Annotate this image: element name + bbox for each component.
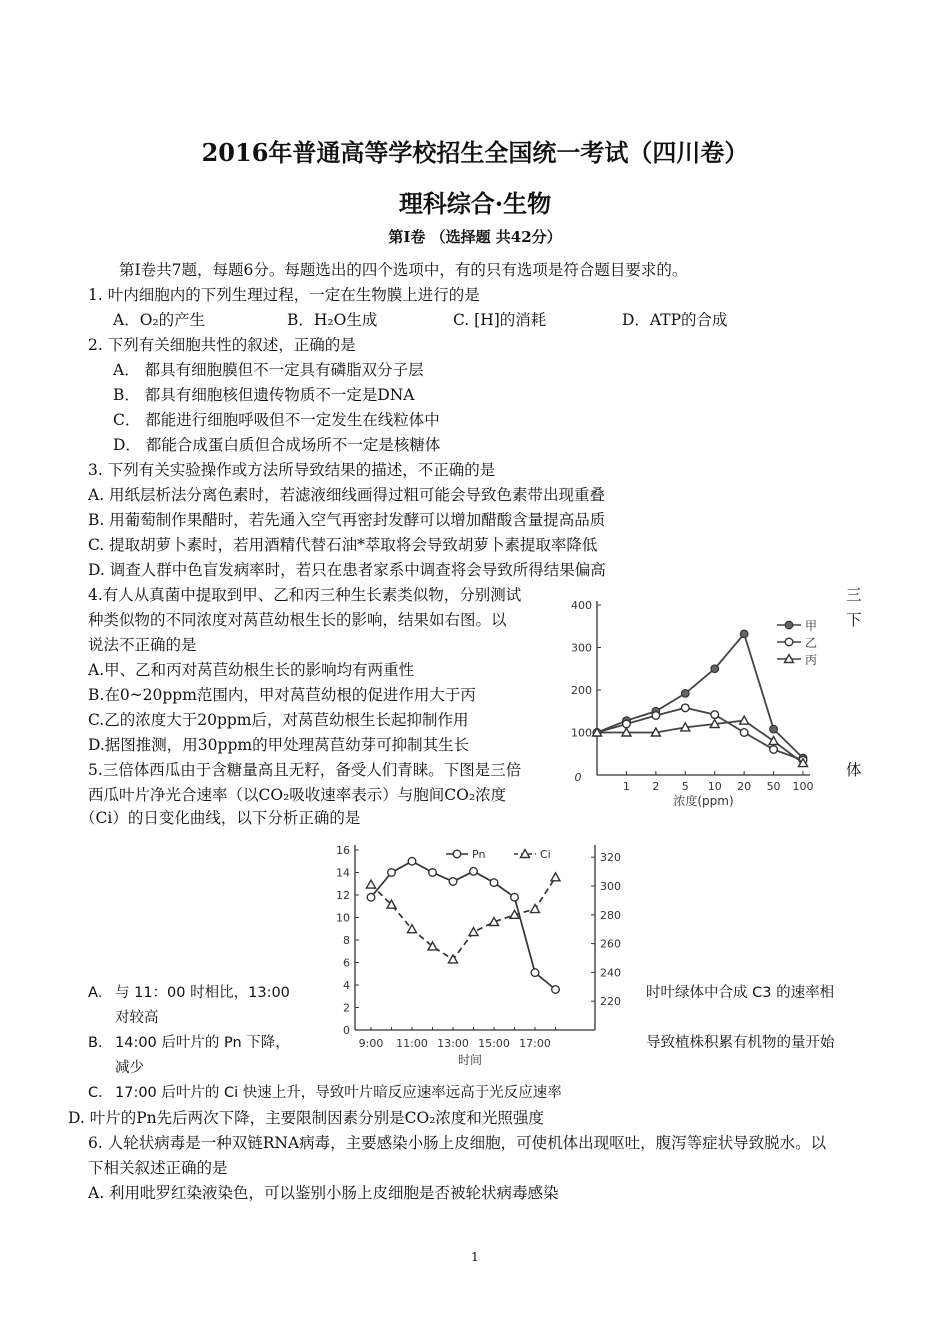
series-point-Ci-4 bbox=[449, 955, 458, 963]
q5-stem-line3: （Ci）的日变化曲线，以下分析正确的是 bbox=[80, 809, 361, 827]
x-axis-label: 浓度(ppm) bbox=[673, 794, 734, 808]
exam-title: 2016年普通高等学校招生全国统一考试（四川卷） bbox=[201, 138, 749, 167]
legend-label-Ci: Ci bbox=[540, 848, 551, 861]
q2-option-a: A． 都具有细胞膜但不一定具有磷脂双分子层 bbox=[113, 361, 424, 379]
q5-option-c-text: 17:00 后叶片的 Ci 快速上升，导致叶片暗反应速率远高于光反应速率 bbox=[115, 1085, 562, 1101]
q4-stem-line2-end: 下 bbox=[846, 611, 862, 629]
q5-option-b-right: 导致植株积累有机物的量开始 bbox=[646, 1035, 835, 1051]
q1-option-c: C. [H]的消耗 bbox=[453, 311, 547, 329]
q5-option-c-label: C． bbox=[88, 1085, 113, 1101]
q2-option-c: C． 都能进行细胞呼吸但不一定发生在线粒体中 bbox=[113, 411, 440, 429]
series-point-Pn-4 bbox=[449, 878, 457, 886]
x-tick-label-5: 5 bbox=[681, 780, 689, 793]
q5-option-a-left: 与 11：00 时相比，13:00 bbox=[115, 985, 290, 1001]
q4-stem-line1: 4.有人从真菌中提取到甲、乙和丙三种生长素类似物，分别测试 bbox=[88, 586, 522, 604]
series-point-乙-2 bbox=[652, 712, 660, 720]
left-y-tick-label-0: 0 bbox=[343, 1024, 350, 1037]
q4-stem-line2: 种类似物的不同浓度对莴苣幼根生长的影响，结果如右图。以 bbox=[88, 611, 507, 629]
series-point-Ci-2 bbox=[408, 925, 417, 933]
page-number: 1 bbox=[471, 1250, 479, 1264]
q3-option-b: B. 用葡萄制作果醋时，若先通入空气再密封发酵可以增加醋酸含量提高品质 bbox=[88, 511, 606, 529]
q1-option-d: D．ATP的合成 bbox=[622, 311, 728, 329]
left-y-tick-label-16: 16 bbox=[336, 844, 350, 857]
series-point-Ci-0 bbox=[367, 880, 376, 888]
q5-option-a-label: A． bbox=[88, 985, 113, 1001]
x-tick-label-17:00: 17:00 bbox=[519, 1037, 551, 1050]
legend-marker-甲 bbox=[785, 621, 793, 629]
series-point-Pn-8 bbox=[531, 969, 539, 977]
q1-option-b: B．H₂O生成 bbox=[287, 311, 378, 329]
section-intro: 第Ⅰ卷共7题，每题6分。每题选出的四个选项中，有的只有选项是符合题目要求的。 bbox=[119, 261, 688, 279]
series-point-Pn-7 bbox=[511, 893, 519, 901]
q4-option-d: D.据图推测，用30ppm的甲处理莴苣幼芽可抑制其生长 bbox=[88, 736, 470, 754]
q5-option-b-left: 14:00 后叶片的 Pn 下降， bbox=[115, 1035, 290, 1051]
x-tick-label-15:00: 15:00 bbox=[478, 1037, 510, 1050]
y-tick-label-400: 400 bbox=[571, 599, 592, 612]
left-y-tick-label-6: 6 bbox=[343, 956, 350, 970]
q6-stem-line1: 6. 人轮状病毒是一种双链RNA病毒，主要感染小肠上皮细胞，可使机体出现呕吐，腹泻等症状导致脱水。以 bbox=[88, 1134, 827, 1152]
q5-option-a-right: 时叶绿体中合成 C3 的速率相 bbox=[646, 985, 835, 1001]
x-tick-label-2: 2 bbox=[652, 780, 660, 793]
left-y-tick-label-10: 10 bbox=[336, 911, 350, 925]
q3-option-c: C. 提取胡萝卜素时，若用酒精代替石油*萃取将会导致胡萝卜素提取率降低 bbox=[88, 536, 598, 554]
series-point-Pn-3 bbox=[429, 869, 437, 877]
x-tick-label-10: 10 bbox=[707, 780, 722, 793]
q5-stem-line1-end: 体 bbox=[846, 761, 862, 779]
legend-marker-Pn bbox=[453, 850, 461, 858]
x-tick-label-100: 100 bbox=[792, 780, 814, 793]
x-tick-label-50: 50 bbox=[766, 780, 781, 793]
right-y-tick-label-240: 240 bbox=[600, 966, 621, 980]
q1-option-a: A．O₂的产生 bbox=[113, 311, 206, 329]
series-point-Pn-2 bbox=[408, 857, 416, 865]
right-y-tick-label-260: 260 bbox=[600, 937, 621, 951]
left-y-tick-label-8: 8 bbox=[343, 934, 350, 947]
series-point-甲-5 bbox=[740, 630, 748, 638]
legend-label-乙: 乙 bbox=[805, 636, 818, 650]
pn-ci-daily-chart bbox=[318, 838, 648, 1070]
series-point-Pn-6 bbox=[490, 879, 498, 887]
section-heading: 第Ⅰ卷 （选择题 共42分） bbox=[388, 228, 562, 246]
legend-label-Pn: Pn bbox=[472, 848, 486, 861]
series-point-甲-4 bbox=[711, 665, 719, 673]
q5-option-a-cont: 对较高 bbox=[115, 1010, 159, 1026]
series-point-Ci-5 bbox=[469, 928, 478, 936]
q4-option-c: C.乙的浓度大于20ppm后，对莴苣幼根生长起抑制作用 bbox=[88, 711, 469, 729]
q5-option-b-cont: 减少 bbox=[115, 1060, 144, 1076]
series-point-乙-5 bbox=[740, 729, 748, 737]
q3-stem: 3. 下列有关实验操作或方法所导致结果的描述，不正确的是 bbox=[88, 461, 496, 479]
series-point-甲-6 bbox=[770, 725, 778, 733]
series-point-Pn-5 bbox=[470, 868, 478, 876]
exam-subtitle: 理科综合·生物 bbox=[398, 189, 552, 218]
series-point-乙-6 bbox=[770, 746, 778, 754]
left-y-tick-label-14: 14 bbox=[336, 866, 350, 880]
q3-option-a: A. 用纸层析法分离色素时，若滤液细线画得过粗可能会导致色素带出现重叠 bbox=[88, 486, 606, 504]
series-point-Pn-1 bbox=[388, 869, 396, 877]
x-axis-label: 时间 bbox=[457, 1053, 483, 1067]
legend-label-甲: 甲 bbox=[805, 619, 818, 633]
series-point-Ci-8 bbox=[531, 905, 540, 913]
auxin-concentration-chart bbox=[555, 595, 845, 810]
q2-stem: 2. 下列有关细胞共性的叙述，正确的是 bbox=[88, 336, 356, 354]
q5-stem-line2: 西瓜叶片净光合速率（以CO₂吸收速率表示）与胞间CO₂浓度 bbox=[88, 786, 507, 804]
series-point-Pn-0 bbox=[367, 893, 375, 901]
q5-option-d: D. 叶片的Pn先后两次下降，主要限制因素分别是CO₂浓度和光照强度 bbox=[68, 1109, 544, 1127]
right-y-tick-label-220: 220 bbox=[600, 995, 621, 1009]
series-point-乙-4 bbox=[711, 711, 719, 719]
q2-option-d: D． 都能合成蛋白质但合成场所不一定是核糖体 bbox=[113, 436, 441, 454]
q4-option-a: A.甲、乙和丙对莴苣幼根生长的影响均有两重性 bbox=[88, 661, 415, 679]
q1-stem: 1. 叶内细胞内的下列生理过程，一定在生物膜上进行的是 bbox=[88, 286, 480, 304]
x-tick-label-13:00: 13:00 bbox=[437, 1037, 469, 1050]
y-tick-label-100: 100 bbox=[571, 726, 592, 740]
q6-option-a: A. 利用吡罗红染液染色，可以鉴别小肠上皮细胞是否被轮状病毒感染 bbox=[88, 1184, 559, 1202]
right-y-tick-label-300: 300 bbox=[600, 880, 621, 893]
right-y-tick-label-280: 280 bbox=[600, 908, 621, 922]
series-line-Pn bbox=[371, 861, 556, 989]
x-tick-label-0: 0 bbox=[574, 771, 582, 784]
legend-label-丙: 丙 bbox=[805, 653, 818, 667]
q4-option-b: B.在0~20ppm范围内，甲对莴苣幼根的促进作用大于丙 bbox=[88, 686, 476, 704]
series-point-乙-3 bbox=[681, 704, 689, 712]
x-tick-label-1: 1 bbox=[622, 780, 630, 793]
x-tick-label-11:00: 11:00 bbox=[396, 1037, 428, 1050]
q3-option-d: D. 调查人群中色盲发病率时，若只在患者家系中调查将会导致所得结果偏高 bbox=[88, 561, 606, 579]
series-point-甲-3 bbox=[681, 690, 689, 698]
series-point-Pn-9 bbox=[552, 986, 560, 994]
series-point-丙-6 bbox=[769, 737, 778, 745]
x-tick-label-9:00: 9:00 bbox=[358, 1037, 384, 1050]
q2-option-b: B． 都具有细胞核但遗传物质不一定是DNA bbox=[113, 386, 415, 404]
legend-marker-乙 bbox=[785, 638, 793, 646]
y-tick-label-200: 200 bbox=[571, 684, 592, 697]
x-tick-label-20: 20 bbox=[737, 780, 752, 793]
series-point-Ci-9 bbox=[551, 873, 560, 881]
left-y-tick-label-4: 4 bbox=[343, 979, 350, 992]
q5-option-b-label: B． bbox=[88, 1035, 113, 1051]
left-y-tick-label-2: 2 bbox=[343, 1001, 350, 1015]
right-y-tick-label-320: 320 bbox=[600, 851, 621, 865]
q4-stem-line3: 说法不正确的是 bbox=[88, 636, 197, 654]
q6-stem-line2: 下相关叙述正确的是 bbox=[88, 1159, 228, 1177]
y-tick-label-300: 300 bbox=[571, 641, 592, 655]
left-y-tick-label-12: 12 bbox=[336, 889, 350, 902]
q5-stem-line1: 5.三倍体西瓜由于含糖量高且无籽，备受人们青睐。下图是三倍 bbox=[88, 761, 522, 779]
q4-stem-line1-end: 三 bbox=[846, 586, 862, 604]
